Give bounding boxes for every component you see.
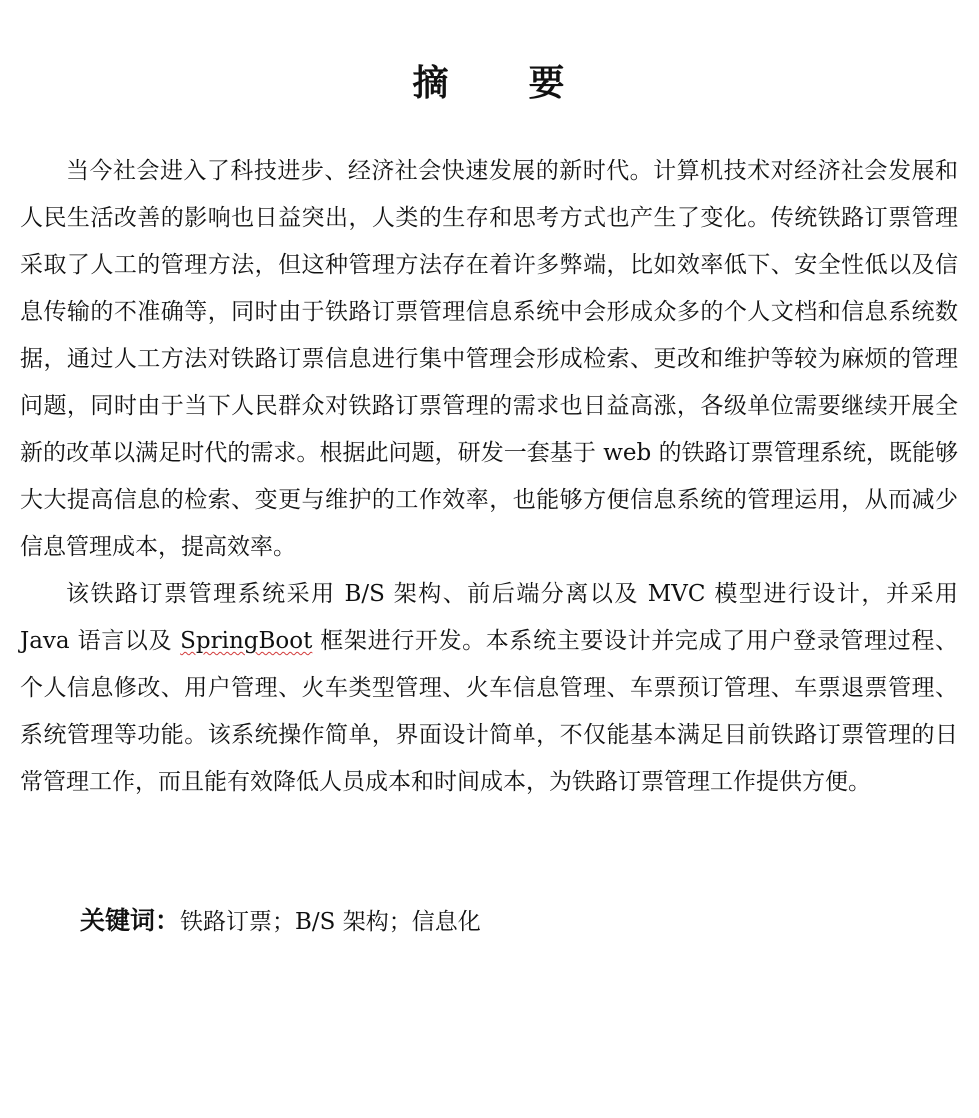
abstract-paragraph-2 <box>20 571 958 806</box>
abstract-body <box>20 148 958 806</box>
title-char-1: 摘 <box>412 63 451 104</box>
keywords-label: 关键词： <box>80 906 181 935</box>
paragraph-2-text-end: 框架进行开发。本系统主要设计并完成了用户登录管理过程、个人信息修改、用户管理、火车类型管理、火车信息管理、车票预订管理、车票退票管理、系统管理等功能。该系统操作简单，界面设计简单，不仅能基本满足目前铁路订票管理的日常管理工作，而且能有效降低人员成本和时间成本，为铁路订票管理工作提供方便。 <box>20 628 959 795</box>
keywords-value: 铁路订票；B/S 架构；信息化 <box>180 909 481 935</box>
title-char-2: 要 <box>528 63 567 104</box>
abstract-title <box>0 58 979 110</box>
spellcheck-marked-word: SpringBoot <box>180 628 313 654</box>
abstract-paragraph-1: 当今社会进入了科技进步、经济社会快速发展的新时代。计算机技术对经济社会发展和人民生活改善的影响也日益突出，人类的生存和思考方式也产生了变化。传统铁路订票管理采取了人工的管理方法，但这种管理方法存在着许多弊端，比如效率低下、安全性低以及信息传输的不准确等，同时由于铁路订票管理信息系统中会形成众多的个人文档和信息系统数据，通过人工方法对铁路订票信息进行集中管理会形成检索、更改和维护等较为麻烦的管理问题，同时由于当下人民群众对铁路订票管理的需求也日益高涨，各级单位需要继续开展全新的改革以满足时代的需求。根据此问题，研发一套基于 web 的铁路订票管理系统，既能够大大提高信息的检索、变更与维护的工作效率，也能够方便信息系统的管理运用，从而减少信息管理成本，提高效率。 <box>20 158 958 560</box>
keywords-line <box>80 897 481 946</box>
paragraph-2-text-start: 该铁路订票管理系统采用 B/S 架构、前后端分离以及 MVC 模型进行设计，并采用 Java 语言以及 <box>20 581 958 654</box>
